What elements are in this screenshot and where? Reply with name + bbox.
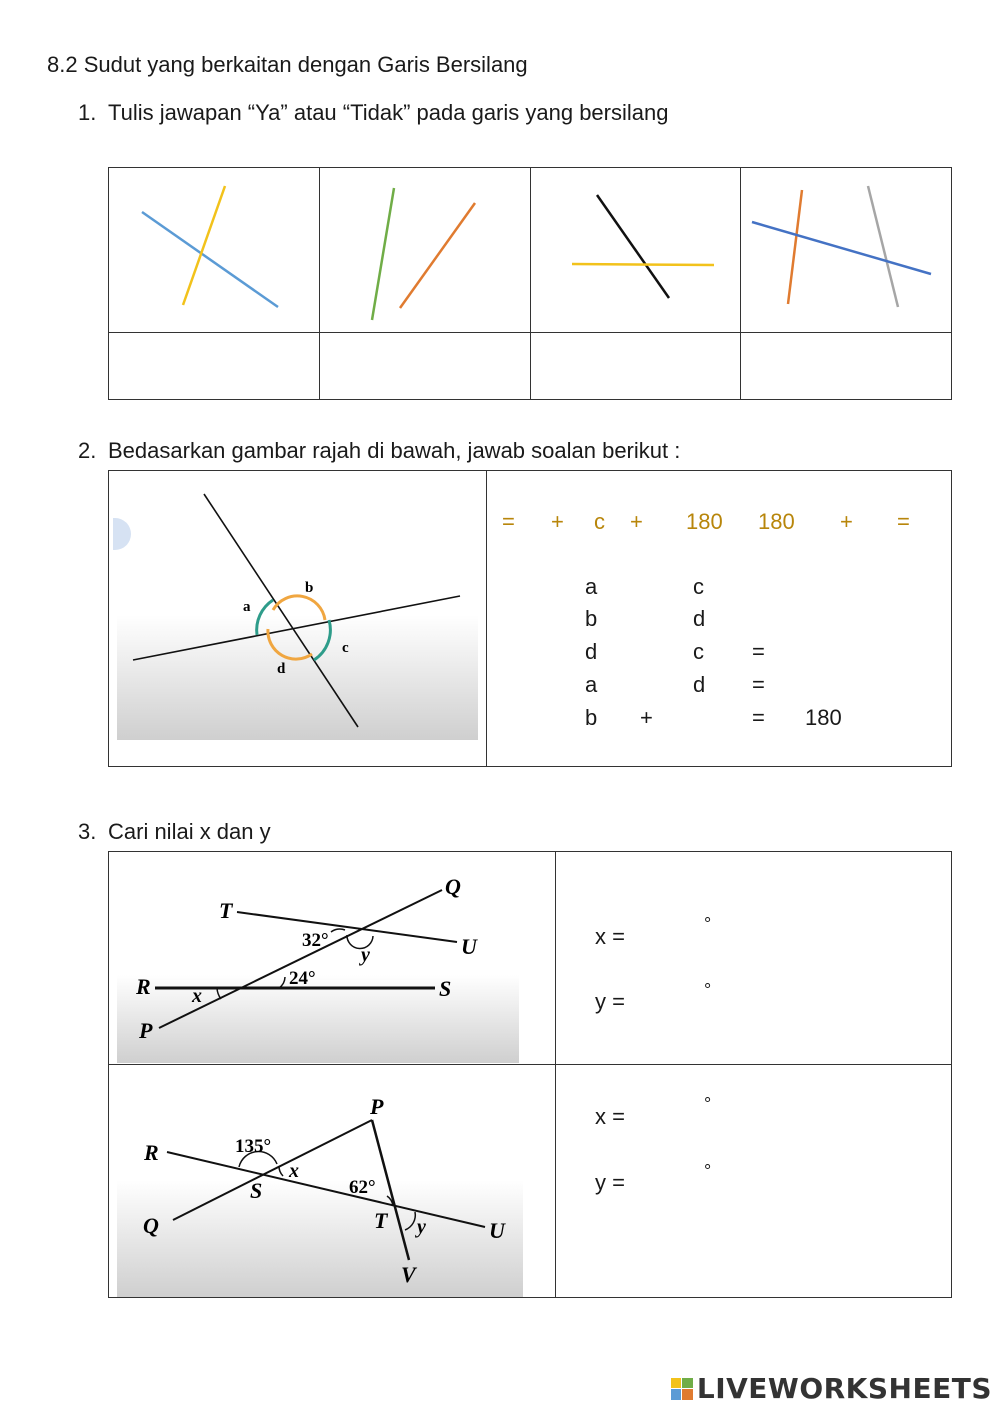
- question-3-text: Cari nilai x dan y: [108, 819, 271, 844]
- q3d1-label-R: R: [136, 974, 151, 999]
- liveworksheets-logo-icon: [671, 1378, 693, 1400]
- q1-answer-cell-3[interactable]: [531, 333, 739, 397]
- q3-diagram-1: [117, 860, 519, 1063]
- q2-row3-left: d: [585, 639, 598, 664]
- q3d2-arc-x: [279, 1166, 283, 1176]
- q3a-y-label: y =: [595, 989, 625, 1014]
- question-2-number: 2.: [78, 438, 97, 463]
- liveworksheets-logo: [671, 1372, 992, 1405]
- word-bank-item[interactable]: +: [630, 509, 643, 534]
- q2-row3-right: c: [693, 639, 704, 664]
- q3a-y-degree: °: [704, 980, 712, 1000]
- q3d2-line-QP: [173, 1120, 372, 1220]
- word-bank-item[interactable]: +: [840, 509, 853, 534]
- q3d1-angle-32: 32°: [302, 930, 329, 951]
- q3a-x-input[interactable]: [640, 920, 700, 950]
- q1-answer-cell-4[interactable]: [741, 333, 949, 397]
- q3d1-label-P: P: [139, 1018, 153, 1043]
- q3b-y-label: y =: [595, 1170, 625, 1195]
- q3d1-label-T: T: [219, 898, 233, 923]
- q2-row2-left: b: [585, 606, 598, 631]
- word-bank-item[interactable]: 180: [758, 509, 795, 534]
- q3d2-label-V: V: [401, 1262, 416, 1287]
- question-1-text: Tulis jawapan “Ya” atau “Tidak” pada garis yang bersilang: [108, 100, 669, 125]
- q2-row1-left: a: [585, 574, 598, 599]
- q3d1-label-S: S: [439, 976, 452, 1001]
- q2-row5-result: 180: [805, 705, 842, 730]
- q2-row5-equals: =: [752, 705, 765, 730]
- word-bank-item[interactable]: c: [594, 509, 605, 534]
- q1-figure-3: [572, 195, 714, 298]
- q2-row4-equals: =: [752, 672, 765, 697]
- q1-fig2-orange-line: [400, 203, 475, 308]
- q3d2-label-P: P: [370, 1094, 384, 1119]
- q3d1-arc-x: [217, 988, 221, 999]
- q3d1-label-Q: Q: [445, 874, 461, 899]
- question-1: [78, 102, 668, 124]
- q1-fig4-orange-line: [788, 190, 802, 304]
- q2-arc-c: [314, 620, 330, 660]
- q3d2-label-y: y: [417, 1216, 426, 1238]
- q2-row1-right: c: [693, 574, 704, 599]
- q3-diagram-2: [117, 1070, 523, 1297]
- q2-diagram: [117, 480, 478, 740]
- q3d2-label-Q: Q: [143, 1213, 159, 1238]
- question-2-text: Bedasarkan gambar rajah di bawah, jawab soalan berikut :: [108, 438, 681, 463]
- q1-figure-1: [142, 186, 278, 307]
- q3b-y-input[interactable]: [640, 1166, 700, 1196]
- q2-label-d: d: [277, 661, 286, 677]
- q2-row4-blank[interactable]: [620, 672, 684, 698]
- q3d2-angle-62: 62°: [349, 1177, 376, 1198]
- q2-row3-equals: =: [752, 639, 765, 664]
- q2-row4-answer-blank[interactable]: [790, 672, 880, 698]
- q2-row1-blank[interactable]: [620, 574, 684, 600]
- question-3: [78, 821, 271, 843]
- question-1-number: 1.: [78, 100, 97, 125]
- q3b-x-label: x =: [595, 1104, 625, 1129]
- q2-row3-blank[interactable]: [620, 639, 684, 665]
- word-bank-item[interactable]: +: [551, 509, 564, 534]
- q2-row3-answer-blank[interactable]: [790, 639, 880, 665]
- q3d2-angle-135: 135°: [235, 1136, 272, 1157]
- q2-line-transversal: [204, 494, 358, 727]
- q2-row5-plus: +: [640, 705, 653, 730]
- q2-row4-right: d: [693, 672, 706, 697]
- q1-line-figures: [108, 167, 952, 333]
- q3d2-line-PV: [372, 1120, 409, 1260]
- q2-label-a: a: [243, 599, 251, 615]
- q2-row4-left: a: [585, 672, 598, 697]
- q1-fig3-yellow-line: [572, 264, 714, 265]
- q1-figure-2: [372, 188, 475, 320]
- q3d1-arc-24: [279, 977, 285, 988]
- q2-row2-blank[interactable]: [620, 606, 684, 632]
- q3d2-label-U: U: [489, 1218, 505, 1243]
- q2-row2-right: d: [693, 606, 706, 631]
- word-bank-item[interactable]: 180: [686, 509, 723, 534]
- q3d2-label-S: S: [250, 1178, 263, 1203]
- q1-fig4-gray-line: [868, 186, 898, 307]
- q1-figure-4: [752, 186, 931, 307]
- page-heading: 8.2 Sudut yang berkaitan dengan Garis Bersilang: [47, 52, 528, 77]
- q3d2-label-R: R: [144, 1140, 159, 1165]
- q2-row1-answer-blank[interactable]: [740, 574, 880, 600]
- q3d1-angle-24: 24°: [289, 968, 316, 989]
- q3d1-label-y: y: [361, 944, 370, 966]
- q3a-x-degree: °: [704, 914, 712, 934]
- q3d2-arc-y: [405, 1212, 415, 1230]
- q3b-x-degree: °: [704, 1094, 712, 1114]
- q2-label-b: b: [305, 580, 314, 596]
- q2-line-horizontal: [133, 596, 460, 660]
- q3d2-label-T: T: [374, 1208, 388, 1233]
- q1-answer-cell-1[interactable]: [110, 333, 318, 397]
- q2-row5-blank[interactable]: [670, 705, 740, 731]
- q3d1-line-PQ: [159, 890, 442, 1028]
- q3a-y-input[interactable]: [640, 985, 700, 1015]
- q3d2-line-RU: [167, 1152, 485, 1227]
- q3d2-label-x: x: [289, 1160, 299, 1182]
- q2-arc-d: [268, 629, 312, 659]
- question-2: [78, 440, 680, 462]
- q2-label-c: c: [342, 640, 349, 656]
- q2-arc-b: [273, 596, 325, 620]
- q2-row5-left: b: [585, 705, 598, 730]
- q1-fig4-blue-line: [752, 222, 931, 274]
- q3d1-label-U: U: [461, 934, 477, 959]
- question-3-number: 3.: [78, 819, 97, 844]
- q2-arc-a: [257, 600, 273, 635]
- q2-row2-answer-blank[interactable]: [740, 606, 880, 632]
- q1-fig3-black-line: [597, 195, 669, 298]
- q1-fig2-green-line: [372, 188, 394, 320]
- q1-answer-cell-2[interactable]: [320, 333, 528, 397]
- q3a-x-label: x =: [595, 924, 625, 949]
- q3b-y-degree: °: [704, 1161, 712, 1181]
- q3d1-label-x: x: [192, 985, 202, 1007]
- liveworksheets-logo-text: LIVEWORKSHEETS: [696, 1372, 992, 1405]
- q3d1-arc-32: [331, 929, 345, 932]
- word-bank-item[interactable]: =: [502, 509, 515, 534]
- word-bank-item[interactable]: =: [897, 509, 910, 534]
- q3b-x-input[interactable]: [640, 1100, 700, 1130]
